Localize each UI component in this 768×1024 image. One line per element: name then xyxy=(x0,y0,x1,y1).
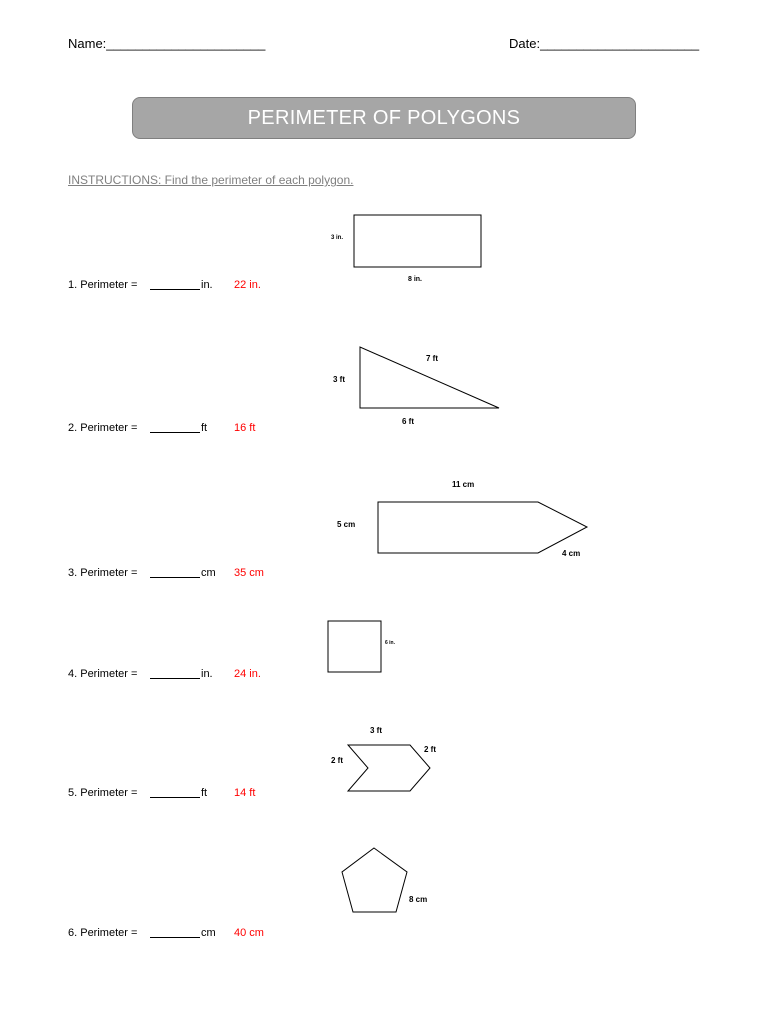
square-shape xyxy=(328,621,381,672)
instructions: INSTRUCTIONS: Find the perimeter of each polygon. xyxy=(68,173,354,187)
chevron-figure xyxy=(331,726,436,791)
triangle-figure xyxy=(333,347,499,426)
answer-text: 22 in. xyxy=(234,279,261,291)
answer-text: 16 ft xyxy=(234,422,256,434)
arrow-shape xyxy=(378,502,587,553)
answer-text: 40 cm xyxy=(234,927,264,939)
problem-label: 4. Perimeter = xyxy=(68,668,138,680)
name-line: ______________________ xyxy=(106,36,266,51)
dim-label: 3 in. xyxy=(331,235,344,241)
answer-text: 14 ft xyxy=(234,787,256,799)
problem-label: 1. Perimeter = xyxy=(68,279,138,291)
answer-text: 24 in. xyxy=(234,668,261,680)
problem-label: 3. Perimeter = xyxy=(68,567,138,579)
dim-label: 3 ft xyxy=(370,726,382,735)
name-label: Name: xyxy=(68,36,107,51)
problem-unit: ft xyxy=(201,422,208,434)
dim-label: 11 cm xyxy=(452,480,475,489)
dim-label: 6 in. xyxy=(385,640,396,646)
pentagon-figure xyxy=(342,848,427,912)
square-figure xyxy=(328,621,396,672)
date-label: Date: xyxy=(509,36,541,51)
problem-unit: ft xyxy=(201,787,208,799)
dim-label: 2 ft xyxy=(331,756,343,765)
dim-label: 6 ft xyxy=(402,417,414,426)
answer-text: 35 cm xyxy=(234,567,264,579)
problem-unit: in. xyxy=(201,668,213,680)
dim-label: 2 ft xyxy=(424,745,436,754)
pentagon-arrow-figure xyxy=(337,480,587,558)
problem-unit: cm xyxy=(201,567,216,579)
problem-unit: in. xyxy=(201,279,213,291)
chevron-shape xyxy=(348,745,430,791)
rectangle-figure xyxy=(331,215,481,283)
dim-label: 8 in. xyxy=(408,276,423,283)
problem-label: 2. Perimeter = xyxy=(68,422,138,434)
date-line: ______________________ xyxy=(540,36,700,51)
dim-label: 4 cm xyxy=(562,549,581,558)
problem-label: 6. Perimeter = xyxy=(68,927,138,939)
dim-label: 7 ft xyxy=(426,354,438,363)
rectangle-shape xyxy=(354,215,481,267)
dim-label: 8 cm xyxy=(409,895,428,904)
dim-label: 5 cm xyxy=(337,520,356,529)
problem-label: 5. Perimeter = xyxy=(68,787,138,799)
problem-unit: cm xyxy=(201,927,216,939)
dim-label: 3 ft xyxy=(333,375,345,384)
pentagon-shape xyxy=(342,848,407,912)
page-title: PERIMETER OF POLYGONS xyxy=(247,106,521,129)
